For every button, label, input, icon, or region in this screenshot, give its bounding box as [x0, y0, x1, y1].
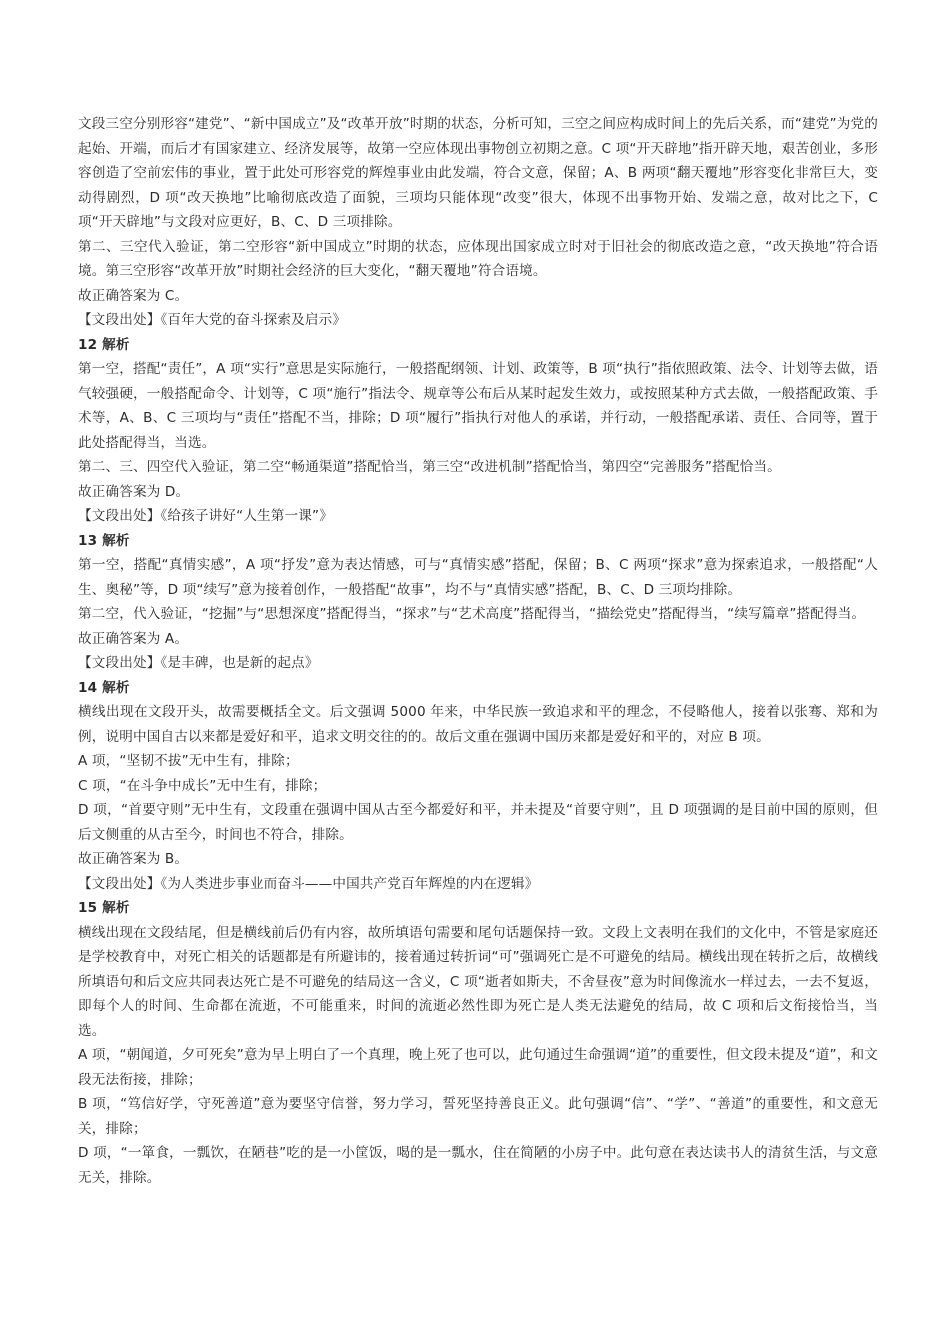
section-heading: 13 解析 — [78, 532, 130, 549]
option-analysis: B 项，“笃信好学，守死善道”意为要坚守信誉，努力学习，誓死坚持善良正义。此句强调“信”、“学”、“善道”的重要性，和文意无关，排除； — [78, 1096, 878, 1137]
paragraph: 第一空，搭配“真情实感”，A 项“抒发”意为表达情感，可与“真情实感”搭配，保留；B、C 两项“探求”意为探索追求，一般搭配“人生、奥秘”等，D 项“续写”意为接着创作，一般搭配“故事”，均不与“真情实感”搭配，B、C、D 三项均排除。 — [78, 557, 878, 598]
paragraph: 第二空，代入验证，“挖掘”与“思想深度”搭配得当，“探求”与“艺术高度”搭配得当，“描绘党史”搭配得当，“续写篇章”搭配得当。 — [78, 606, 866, 622]
option-analysis: D 项，“首要守则”无中生有，文段重在强调中国从古至今都爱好和平，并未提及“首要守则”，且 D 项强调的是目前中国的原则，但后文侧重的从古至今，时间也不符合，排除。 — [78, 802, 878, 843]
paragraph: 第一空，搭配“责任”，A 项“实行”意思是实际施行，一般搭配纲领、计划、政策等，B 项“执行”指依照政策、法令、计划等去做，语气较强硬，一般搭配命令、计划等，C 项“施行”指法令、规章等公布后从某时起发生效力，或按照某种方式去做，一般搭配政策、手术等，A、B、C 三项均与“责任”搭配不当，排除；D 项“履行”指执行对他人的承诺，并行动，一般搭配承诺、责任、合同等，置于此处搭配得当，当选。 — [78, 361, 878, 451]
section-heading: 15 解析 — [78, 900, 130, 916]
option-analysis: A 项，“坚韧不拔”无中生有，排除； — [78, 753, 299, 769]
paragraph: 文段三空分别形容“建党”、“新中国成立”及“改革开放”时期的状态，分析可知，三空之间应构成时间上的先后关系，而“建党”为党的起始、开端，而后才有国家建立、经济发展等，故第一空应体现出事物创立初期之意。C 项“开天辟地”指开辟天地，艰苦创业，多形容创造了空前宏伟的事业，置于此处可形容党的辉煌事业由此发端，符合文意，保留；A、B 两项“翻天覆地”形容变化非常巨大，变动得剧烈，D 项“改天换地”比喻彻底改造了面貌，三项均只能体现“改变”很大，体现不出事物开始、发端之意，故对比之下，C 项“开天辟地”与文段对应更好，B、C、D 三项排除。 — [78, 116, 878, 230]
section-heading: 14 解析 — [78, 679, 130, 696]
answer-line: 故正确答案为 D。 — [78, 483, 190, 500]
answer-line: 故正确答案为 C。 — [78, 287, 189, 304]
option-analysis: D 项，“一箪食，一瓢饮，在陋巷”吃的是一小筐饭，喝的是一瓢水，住在简陋的小房子中。此句意在表达读书人的清贫生活，与文意无关，排除。 — [78, 1145, 878, 1186]
section-heading: 12 解析 — [78, 336, 130, 353]
option-analysis: A 项，“朝闻道，夕可死矣”意为早上明白了一个真理，晚上死了也可以，此句通过生命强调“道”的重要性，但文段未提及“道”，和文段无法衔接，排除； — [78, 1047, 878, 1088]
source-line: 【文段出处】《是丰碑，也是新的起点》 — [78, 655, 319, 671]
document-body — [78, 112, 878, 1190]
source-line: 【文段出处】《为人类进步事业而奋斗——中国共产党百年辉煌的内在逻辑》 — [78, 875, 539, 892]
answer-line: 故正确答案为 A。 — [78, 630, 189, 647]
option-analysis: C 项，“在斗争中成长”无中生有，排除； — [78, 777, 327, 794]
source-line: 【文段出处】《给孩子讲好“人生第一课”》 — [78, 508, 333, 524]
answer-line: 故正确答案为 B。 — [78, 851, 189, 867]
paragraph: 第二、三、四空代入验证，第二空“畅通渠道”搭配恰当，第三空“改进机制”搭配恰当，第四空“完善服务”搭配恰当。 — [78, 459, 781, 475]
paragraph: 横线出现在文段结尾，但是横线前后仍有内容，故所填语句需要和尾句话题保持一致。文段上文表明在我们的文化中，不管是家庭还是学校教育中，对死亡相关的话题都是有所避讳的，接着通过转折词“可”强调死亡是不可避免的结局。横线出现在转折之后，故横线所填语句和后文应共同表达死亡是不可避免的结局这一含义，C 项“逝者如斯夫，不舍昼夜”意为时间像流水一样过去，一去不复返，即每个人的时间、生命都在流逝，不可能重来，时间的流逝必然性即为死亡是人类无法避免的结局，故 C 项和后文衔接恰当，当选。 — [78, 924, 878, 1039]
paragraph: 横线出现在文段开头，故需要概括全文。后文强调 5000 年来，中华民族一致追求和平的理念，不侵略他人，接着以张骞、郑和为例，说明中国自古以来都是爱好和平，追求文明交往的的。故后文重在强调中国历来都是爱好和平的，对应 B 项。 — [78, 704, 878, 745]
source-line: 【文段出处】《百年大党的奋斗探索及启示》 — [78, 312, 347, 328]
paragraph: 第二、三空代入验证，第二空形容“新中国成立”时期的状态，应体现出国家成立时对于旧社会的彻底改造之意，“改天换地”符合语境。第三空形容“改革开放”时期社会经济的巨大变化，“翻天覆地”符合语境。 — [78, 238, 878, 279]
